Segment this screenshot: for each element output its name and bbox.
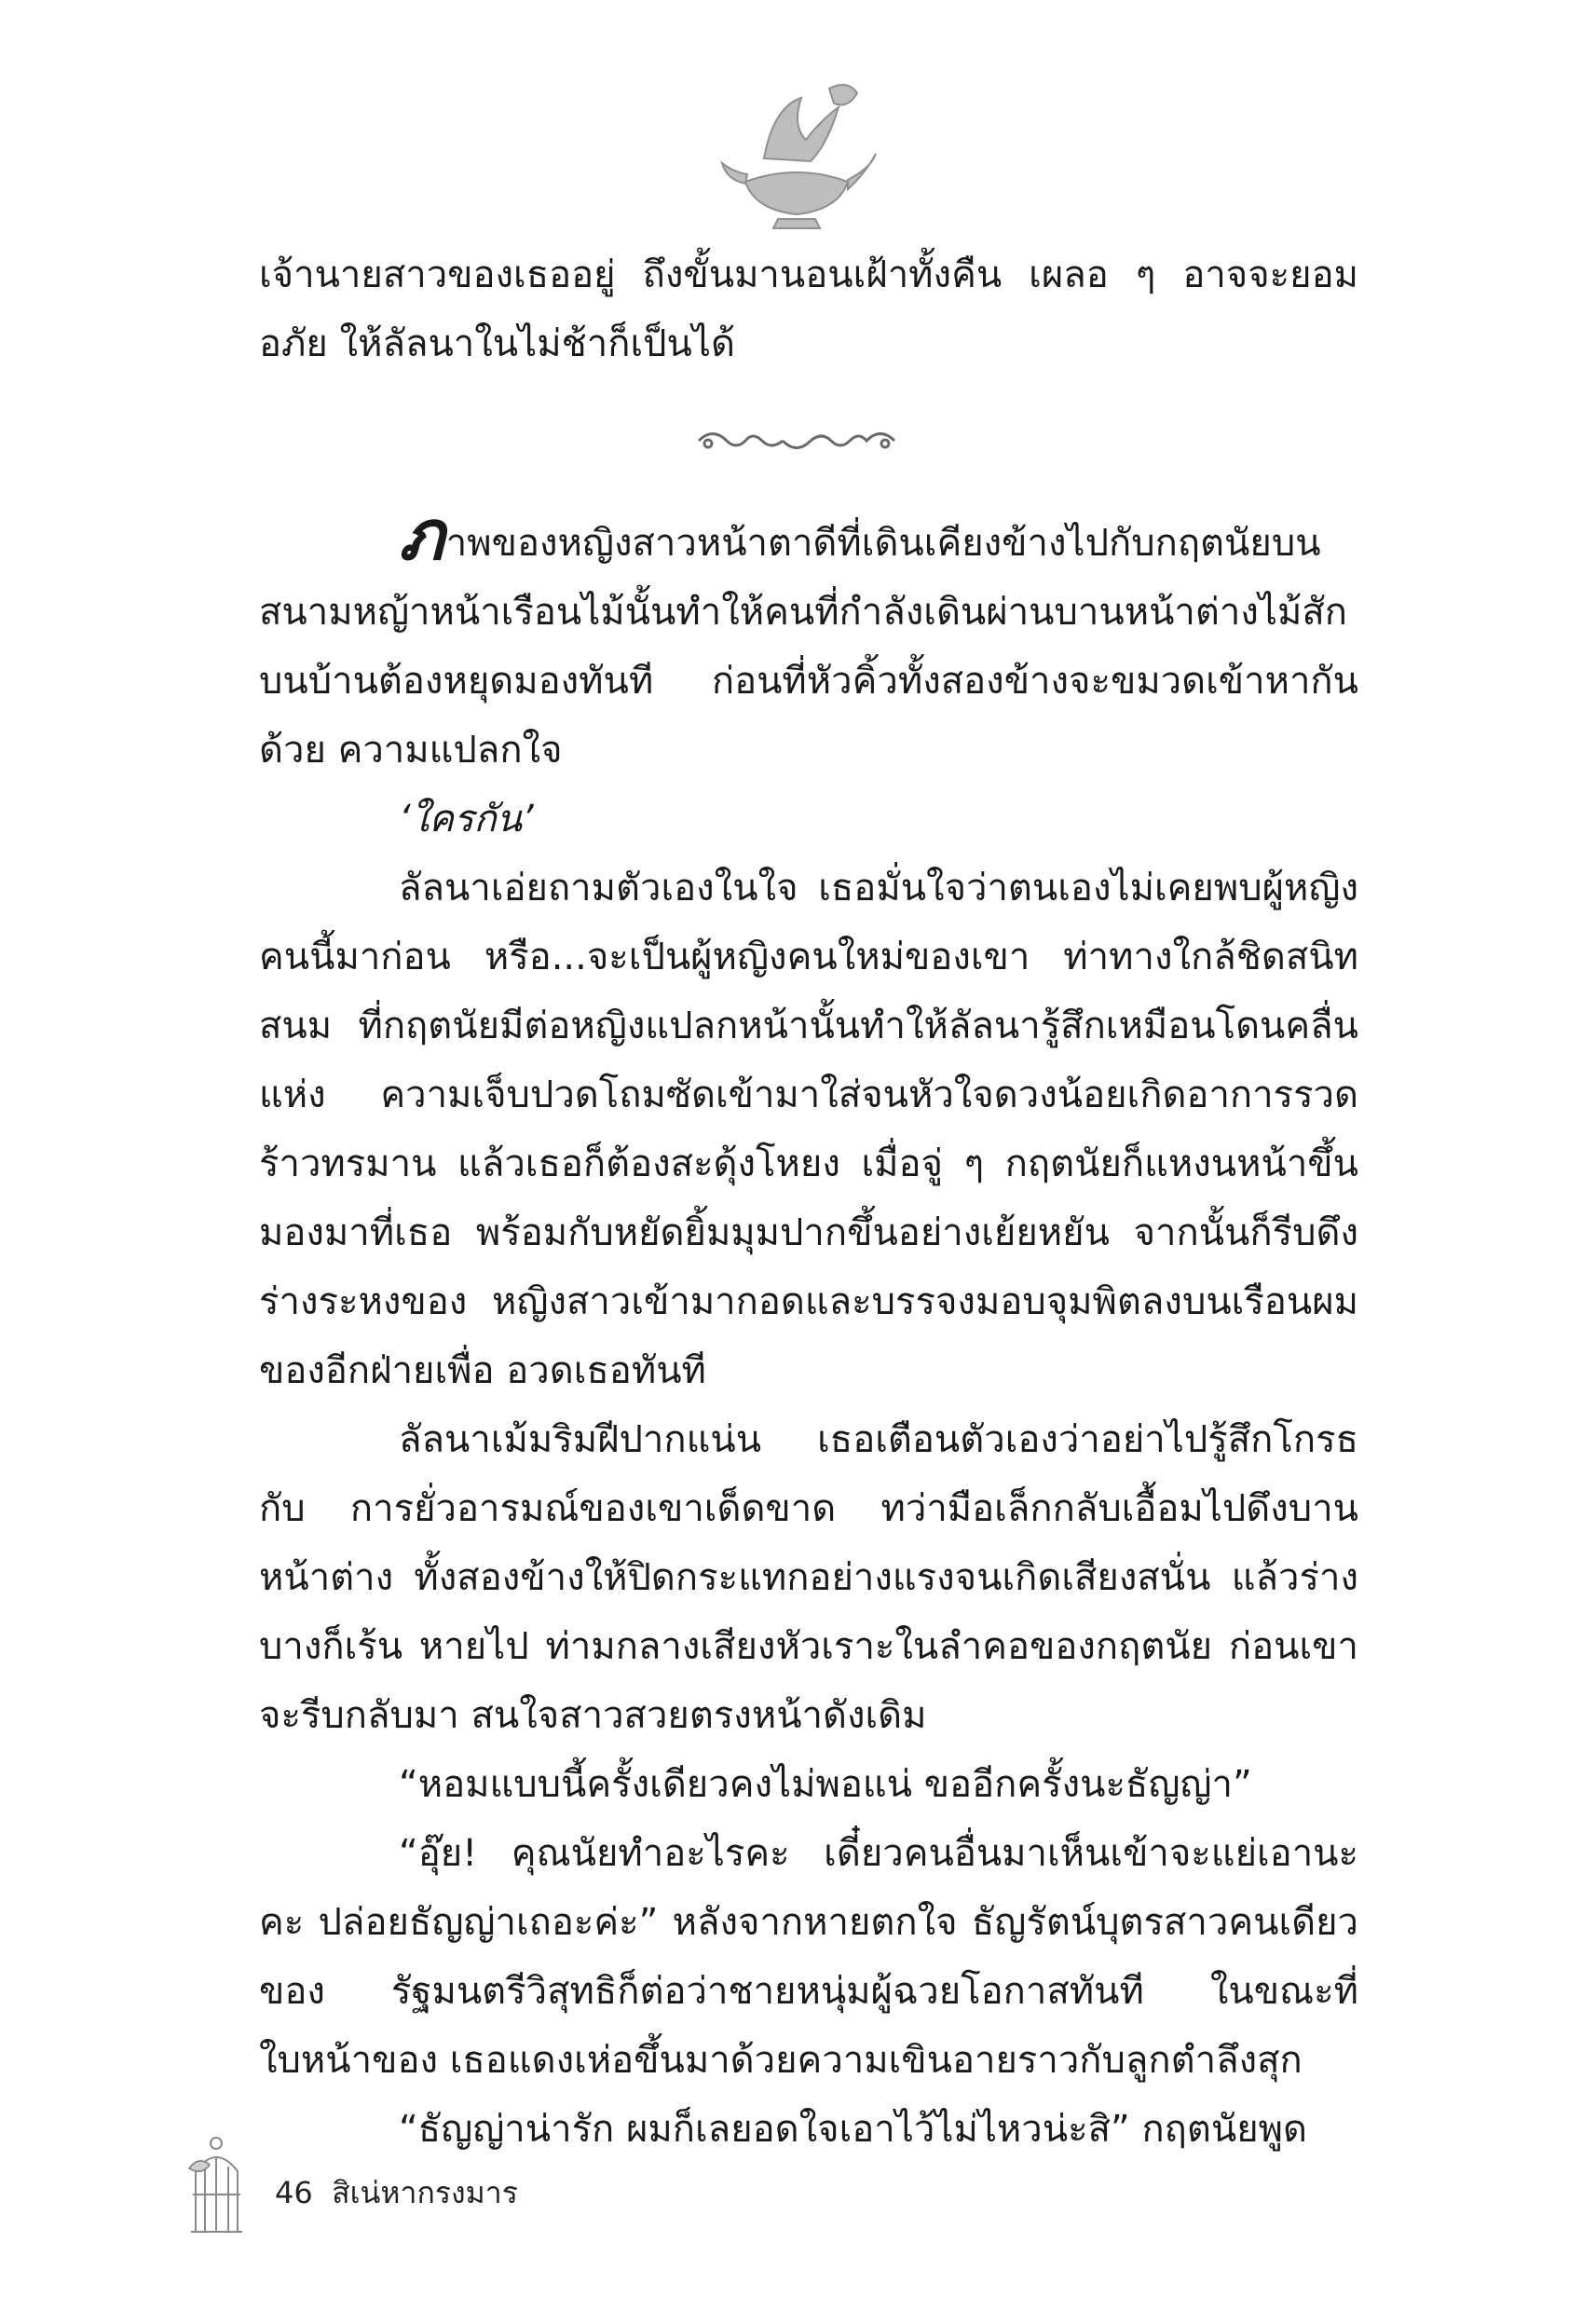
page-footer [182, 2129, 834, 2250]
paragraph-3: ลัลนาเอ่ยถามตัวเองในใจ เธอมั่นใจว่าตนเองไม่เคยพบผู้หญิง คนนี้มาก่อน หรือ...จะเป็นผู้หญิงคนใหม่ของเขา ท่าทางใกล้ชิดสนิทสนม ที่กฤตนัยมีต่อหญิงแปลกหน้านั้นทำให้ลัลนารู้สึกเหมือนโดนคลื่นแห่ง ความเจ็บปวดโถมซัดเข้ามาใส่จนหัวใจดวงน้อยเกิดอาการรวดร้าวทรมาน แล้วเธอก็ต้องสะดุ้งโหยง เมื่อจู่ ๆ กฤตนัยก็แหงนหน้าขึ้นมองมาที่เธอ พร้อมกับหยัดยิ้มมุมปากขึ้นอย่างเย้ยหยัน จากนั้นก็รีบดึงร่างระหงของ หญิงสาวเข้ามากอดและบรรจงมอบจุมพิตลงบนเรือนผมของอีกฝ่ายเพื่อ อวดเธอทันที [259, 867, 1358, 1392]
paragraph-1-text: าพของหญิงสาวหน้าตาดีที่เดินเคียงข้างไปกับกฤตนัยบน สนามหญ้าหน้าเรือนไม้นั้นทำให้คนที่กำลังเดินผ่านบานหน้าต่างไม้สัก บนบ้านต้องหยุดมองทันที ก่อนที่หัวคิ้วทั้งสองข้างจะขมวดเข้าหากันด้วย ความแปลกใจ [259, 522, 1358, 772]
paragraph-5: “หอมแบบนี้ครั้งเดียวคงไม่พอแน่ ขออีกครั้งนะธัญญ่า” [399, 1763, 1252, 1806]
genie-lamp-ornament-icon [708, 70, 885, 233]
page-number: 46 [275, 2175, 313, 2210]
birdcage-ornament-icon [182, 2129, 252, 2241]
paragraph-1 [259, 496, 1358, 785]
scroll-flourish-divider-icon [680, 417, 913, 464]
paragraph-6: “อุ๊ย! คุณนัยทำอะไรคะ เดี๋ยวคนอื่นมาเห็นเข้าจะแย่เอานะคะ ปล่อยธัญญ่าเถอะค่ะ” หลังจากหายตกใจ ธัญรัตน์บุตรสาวคนเดียวของ รัฐมนตรีวิสุทธิก็ต่อว่าชายหนุ่มผู้ฉวยโอกาสทันที ในขณะที่ใบหน้าของ เธอแดงเห่อขึ้นมาด้วยความเขินอายราวกับลูกตำลึงสุก [259, 1832, 1358, 2082]
paragraph-2: ‘ใครกัน’ [399, 798, 534, 841]
intro-paragraph [259, 240, 1358, 378]
footer-text [275, 2174, 518, 2211]
body-text [259, 496, 1358, 2164]
book-title: สิเน่หากรงมาร [332, 2175, 518, 2210]
paragraph-7: “ธัญญ่าน่ารัก ผมก็เลยอดใจเอาไว้ไม่ไหวน่ะสิ” กฤตนัยพูด [399, 2108, 1307, 2151]
intro-paragraph-text: เจ้านายสาวของเธออยู่ ถึงขั้นมานอนเฝ้าทั้งคืน เผลอ ๆ อาจจะยอมอภัย ให้ลัลนาในไม่ช้าก็เป็นได้ [259, 253, 1358, 365]
paragraph-4: ลัลนาเม้มริมฝีปากแน่น เธอเตือนตัวเองว่าอย่าไปรู้สึกโกรธกับ การยั่วอารมณ์ของเขาเด็ดขาด ทว่ามือเล็กกลับเอื้อมไปดึงบานหน้าต่าง ทั้งสองข้างให้ปิดกระแทกอย่างแรงจนเกิดเสียงสนั่น แล้วร่างบางก็เร้น หายไป ท่ามกลางเสียงหัวเราะในลำคอของกฤตนัย ก่อนเขาจะรีบกลับมา สนใจสาวสวยตรงหน้าดังเดิม [259, 1418, 1358, 1737]
drop-cap: ภ [399, 496, 444, 576]
